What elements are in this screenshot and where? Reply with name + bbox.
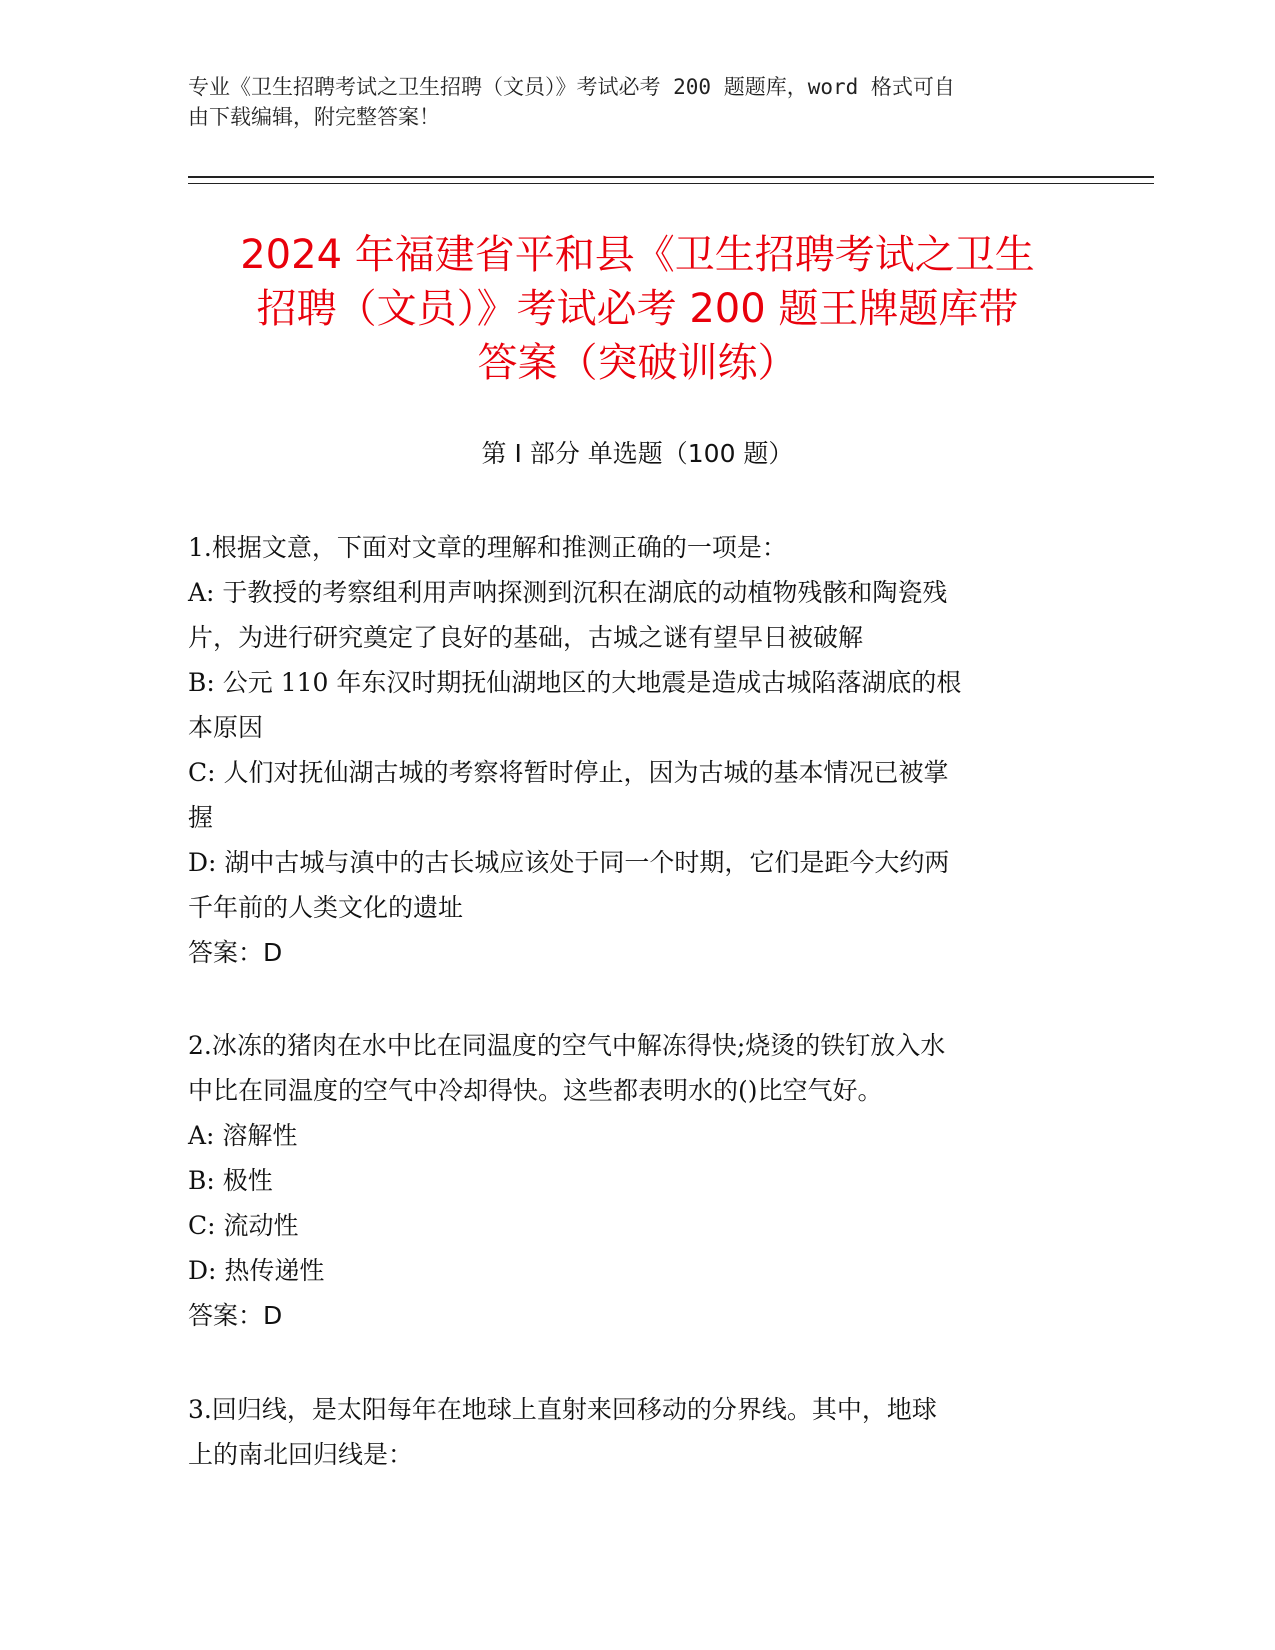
question-stem: [188, 1023, 1088, 1113]
option-d: [188, 840, 1088, 930]
question-stem-line: 中比在同温度的空气中冷却得快。这些都表明水的()比空气好。: [188, 1076, 883, 1105]
option-b: [188, 1158, 1088, 1203]
option-line: 握: [188, 803, 214, 832]
question-1: [188, 525, 1088, 975]
question-stem-line: 上的南北回归线是：: [188, 1440, 414, 1469]
option-line: C: 流动性: [188, 1211, 299, 1240]
header-note-line-1: 专业《卫生招聘考试之卫生招聘（文员）》考试必考 200 题题库，word 格式可自: [188, 75, 955, 99]
question-stem: [188, 1387, 1088, 1477]
option-a: [188, 570, 1088, 660]
header-rule-thin: [188, 183, 1154, 184]
option-line: D: 热传递性: [188, 1256, 325, 1285]
option-line: A: 于教授的考察组利用声呐探测到沉积在湖底的动植物残骸和陶瓷残: [188, 578, 948, 607]
question-stem-line: 3.回归线，是太阳每年在地球上直射来回移动的分界线。其中，地球: [188, 1395, 937, 1424]
option-c: [188, 1203, 1088, 1248]
option-line: A: 溶解性: [188, 1121, 298, 1150]
document-title: [150, 228, 1125, 390]
option-c: [188, 750, 1088, 840]
header-note: [188, 72, 1068, 132]
question-stem-line: 1.根据文意，下面对文章的理解和推测正确的一项是：: [188, 533, 787, 562]
header-note-line-2: 由下载编辑，附完整答案！: [188, 105, 440, 129]
question-2: [188, 1023, 1088, 1338]
document-title-line-3: 答案（突破训练）: [477, 340, 798, 386]
question-stem: [188, 525, 1088, 570]
option-line: 千年前的人类文化的遗址: [188, 893, 464, 922]
question-stem-line: 2.冰冻的猪肉在水中比在同温度的空气中解冻得快;烧烫的铁钉放入水: [188, 1031, 946, 1060]
section-heading: 第 I 部分 单选题（100 题）: [481, 439, 794, 468]
document-title-line-2: 招聘（文员）》考试必考 200 题王牌题库带: [256, 286, 1019, 332]
option-line: 本原因: [188, 713, 264, 742]
question-3: [188, 1387, 1088, 1477]
option-a: [188, 1113, 1088, 1158]
header-rule-thick: [188, 176, 1154, 178]
option-line: C: 人们对抚仙湖古城的考察将暂时停止，因为古城的基本情况已被掌: [188, 758, 949, 787]
answer-line: 答案：D: [188, 1301, 283, 1330]
document-title-line-1: 2024 年福建省平和县《卫生招聘考试之卫生: [240, 232, 1035, 278]
answer-line: 答案：D: [188, 938, 283, 967]
option-line: D: 湖中古城与滇中的古长城应该处于同一个时期，它们是距今大约两: [188, 848, 950, 877]
option-b: [188, 660, 1088, 750]
option-line: 片，为进行研究奠定了良好的基础，古城之谜有望早日被破解: [188, 623, 864, 652]
option-d: [188, 1248, 1088, 1293]
option-line: B: 公元 110 年东汉时期抚仙湖地区的大地震是造成古城陷落湖底的根: [188, 668, 962, 697]
option-line: B: 极性: [188, 1166, 273, 1195]
